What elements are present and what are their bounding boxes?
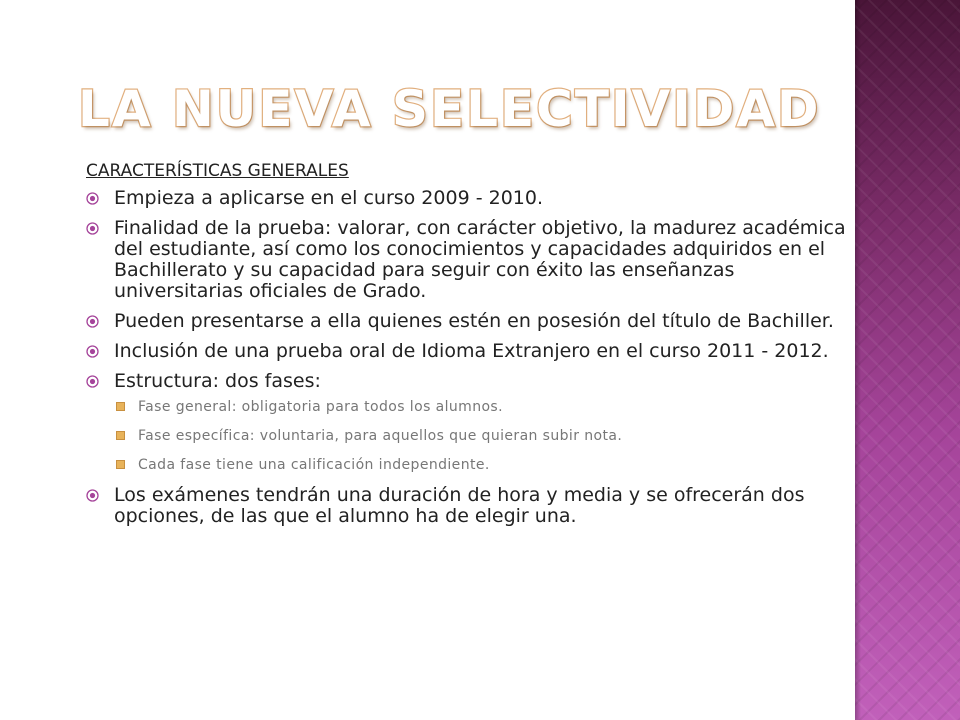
bullet-text: Pueden presentarse a ella quienes estén en posesión del título de Bachiller.	[114, 310, 834, 332]
sub-bullet-text: Cada fase tiene una calificación independiente.	[138, 457, 490, 473]
sub-bullet-text: Fase específica: voluntaria, para aquellos que quieran subir nota.	[138, 428, 623, 444]
bullet-item	[86, 371, 856, 474]
bullet-item	[86, 188, 856, 209]
sub-bullet-item	[114, 398, 856, 416]
bullet-item	[86, 485, 856, 527]
circled-bullet-icon	[86, 222, 99, 235]
circled-bullet-icon	[86, 345, 99, 358]
sub-bullet-item	[114, 456, 856, 474]
square-bullet-icon	[116, 460, 125, 469]
square-bullet-icon	[116, 431, 125, 440]
bullet-text: Los exámenes tendrán una duración de hora y media y se ofrecerán dos opciones, de las que el alumno ha de elegir una.	[114, 484, 805, 527]
bullet-text: Empieza a aplicarse en el curso 2009 - 2010.	[114, 187, 543, 209]
bullet-item	[86, 311, 856, 332]
bullet-text: Inclusión de una prueba oral de Idioma Extranjero en el curso 2011 - 2012.	[114, 340, 829, 362]
slide-title: LA NUEVA SELECTIVIDAD	[78, 80, 821, 138]
bullet-item	[86, 218, 856, 302]
sub-bullet-text: Fase general: obligatoria para todos los alumnos.	[138, 399, 503, 415]
decorative-side-band	[855, 0, 960, 720]
bullet-text: Estructura: dos fases:	[114, 370, 321, 392]
circled-bullet-icon	[86, 315, 99, 328]
sub-bullet-list	[114, 398, 856, 474]
bullet-item	[86, 341, 856, 362]
section-heading: CARACTERÍSTICAS GENERALES	[86, 161, 349, 181]
sub-bullet-item	[114, 427, 856, 445]
circled-bullet-icon	[86, 375, 99, 388]
circled-bullet-icon	[86, 192, 99, 205]
circled-bullet-icon	[86, 489, 99, 502]
slide-content	[86, 158, 856, 536]
bullet-text: Finalidad de la prueba: valorar, con carácter objetivo, la madurez académica del estudiante, así como los conocimientos y capacidades adquiridos en el Bachillerato y su capacidad para seguir con éxito las enseñanzas universitarias oficiales de Grado.	[114, 217, 846, 302]
square-bullet-icon	[116, 402, 125, 411]
bullet-list	[86, 188, 856, 527]
